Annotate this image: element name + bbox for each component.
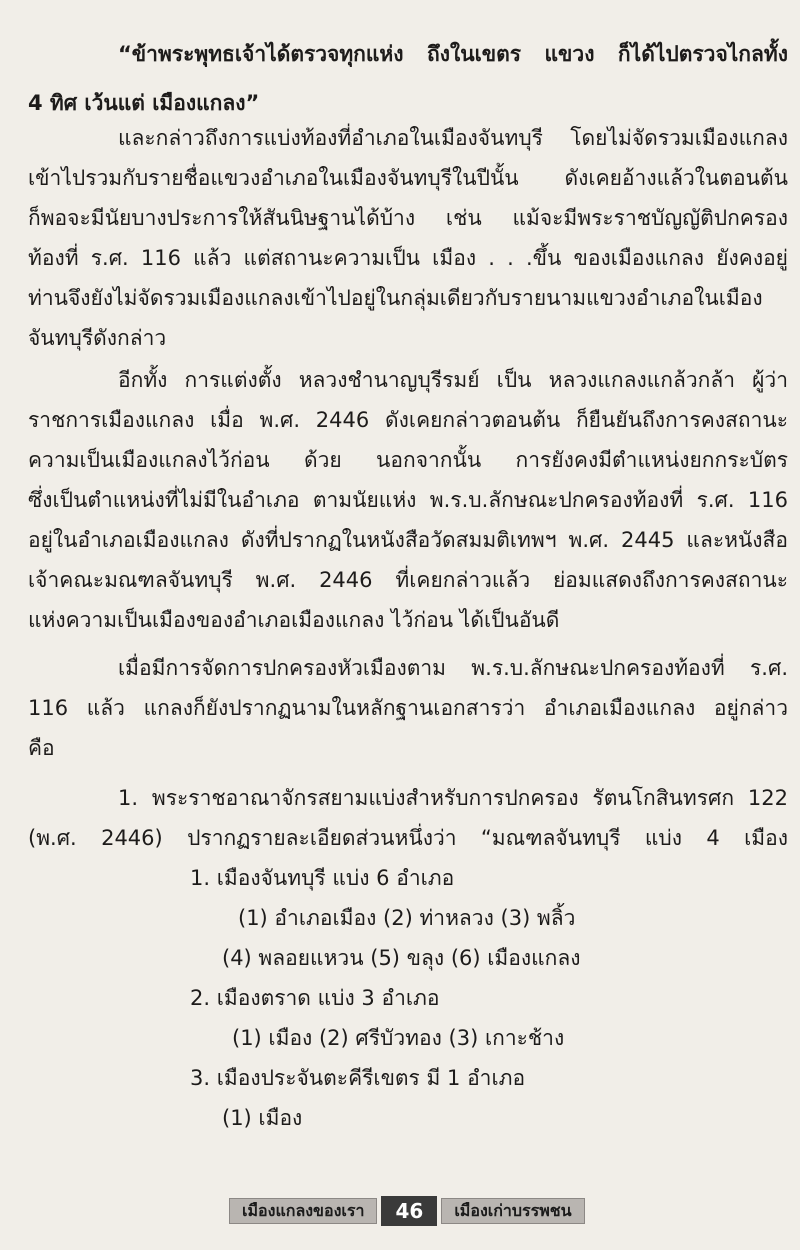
paragraph-line: ท้องที่ ร.ศ. 116 แล้ว แต่สถานะความเป็น เมือง . . .ขึ้น ของเมืองแกลง ยังคงอยู่ <box>28 246 788 270</box>
quote-line-1: “ข้าพระพุทธเจ้าได้ตรวจทุกแห่ง ถึงในเขตร แขวง ก็ได้ไปตรวจไกลทั้ง <box>118 42 788 66</box>
list-item: 1. พระราชอาณาจักรสยามแบ่งสำหรับการปกครอง รัตนโกสินทรศก 122 <box>118 786 788 810</box>
paragraph-line: ก็พอจะมีนัยบางประการให้สันนิษฐานได้บ้าง เช่น แม้จะมีพระราชบัญญัติปกครอง <box>28 206 788 230</box>
sub-list-item: 3. เมืองประจันตะคีรีเขตร มี 1 อำเภอ <box>190 1066 526 1090</box>
district-line: (4) พลอยแหวน (5) ขลุง (6) เมืองแกลง <box>222 946 581 970</box>
footer-book-title: เมืองแกลงของเรา <box>229 1198 377 1224</box>
paragraph-line: อยู่ในอำเภอเมืองแกลง ดังที่ปรากฏในหนังสือวัดสมมติเทพฯ พ.ศ. 2445 และหนังสือ <box>28 528 788 552</box>
list-item: (พ.ศ. 2446) ปรากฏรายละเอียดส่วนหนึ่งว่า “มณฑลจันทบุรี แบ่ง 4 เมือง <box>28 826 788 850</box>
district-line: (1) เมือง <box>222 1106 303 1130</box>
sub-list-item: 2. เมืองตราด แบ่ง 3 อำเภอ <box>190 986 440 1010</box>
paragraph-line: จันทบุรีดังกล่าว <box>28 326 167 350</box>
page-footer <box>229 1196 585 1226</box>
paragraph-line: ซึ่งเป็นตำแหน่งที่ไม่มีในอำเภอ ตามนัยแห่ง พ.ร.บ.ลักษณะปกครองท้องที่ ร.ศ. 116 <box>28 488 788 512</box>
district-line: (1) อำเภอเมือง (2) ท่าหลวง (3) พลิ้ว <box>238 906 576 930</box>
paragraph-line: ท่านจึงยังไม่จัดรวมเมืองแกลงเข้าไปอยู่ในกลุ่มเดียวกับรายนามแขวงอำเภอในเมือง <box>28 286 763 310</box>
paragraph-line: เมื่อมีการจัดการปกครองหัวเมืองตาม พ.ร.บ.ลักษณะปกครองท้องที่ ร.ศ. <box>118 656 788 680</box>
paragraph-line: 116 แล้ว แกลงก็ยังปรากฏนามในหลักฐานเอกสารว่า อำเภอเมืองแกลง อยู่กล่าว <box>28 696 788 720</box>
paragraph-line: อีกทั้ง การแต่งตั้ง หลวงชำนาญบุรีรมย์ เป็น หลวงแกลงแกล้วกล้า ผู้ว่า <box>118 368 788 392</box>
paragraph-line: เจ้าคณะมณฑลจันทบุรี พ.ศ. 2446 ที่เคยกล่าวแล้ว ย่อมแสดงถึงการคงสถานะ <box>28 568 788 592</box>
paragraph-line: คือ <box>28 736 55 760</box>
footer-chapter-title: เมืองเก่าบรรพชน <box>441 1198 584 1224</box>
district-line: (1) เมือง (2) ศรีบัวทอง (3) เกาะช้าง <box>232 1026 565 1050</box>
paragraph-line: ความเป็นเมืองแกลงไว้ก่อน ด้วย นอกจากนั้น การยังคงมีตำแหน่งยกกระบัตร <box>28 448 788 472</box>
paragraph-line: ราชการเมืองแกลง เมื่อ พ.ศ. 2446 ดังเคยกล่าวตอนต้น ก็ยืนยันถึงการคงสถานะ <box>28 408 788 432</box>
paragraph-line: เข้าไปรวมกับรายชื่อแขวงอำเภอในเมืองจันทบุรีในปีนั้น ดังเคยอ้างแล้วในตอนต้น <box>28 166 788 190</box>
quote-line-2: 4 ทิศ เว้นแต่ เมืองแกลง” <box>28 91 260 115</box>
paragraph-line: และกล่าวถึงการแบ่งท้องที่อำเภอในเมืองจันทบุรี โดยไม่จัดรวมเมืองแกลง <box>118 126 788 150</box>
page-number: 46 <box>381 1196 437 1226</box>
paragraph-line: แห่งความเป็นเมืองของอำเภอเมืองแกลง ไว้ก่อน ได้เป็นอันดี <box>28 608 560 632</box>
sub-list-item: 1. เมืองจันทบุรี แบ่ง 6 อำเภอ <box>190 866 455 890</box>
